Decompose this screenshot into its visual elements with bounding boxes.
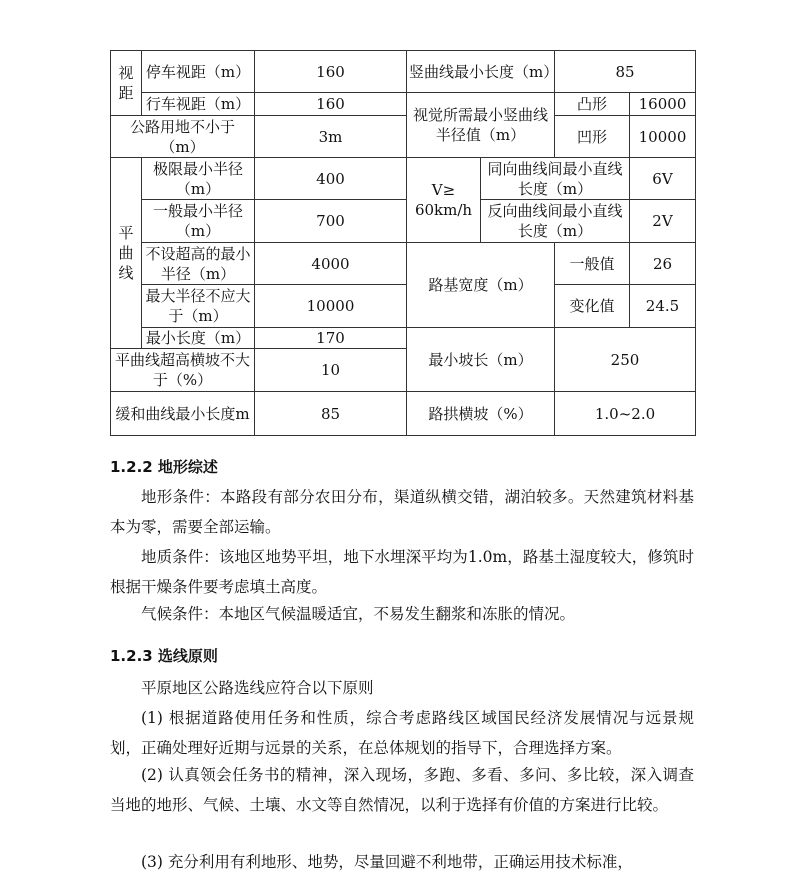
table-row	[111, 51, 696, 93]
table-cell: 10	[255, 349, 407, 392]
table-cell: 10000	[630, 116, 696, 158]
principle-item-3: (3) 充分利用有利地形、地势，尽量回避不利地带，正确运用技术标准，	[141, 853, 633, 871]
paragraph-geology-conditions: 地质条件：该地区地势平坦，地下水埋深平均为1.0m，路基土湿度较大，修筑时根据干燥条件要考虑填土高度。	[110, 548, 694, 596]
table-cell: 一般最小半径（m）	[142, 200, 255, 243]
table-cell: 4000	[255, 243, 407, 285]
table-cell: 400	[255, 158, 407, 200]
table-cell: V≥ 60km/h	[407, 158, 481, 243]
table-cell: 反向曲线间最小直线长度（m）	[481, 200, 630, 243]
table-cell: 最大半径不应大于（m）	[142, 285, 255, 328]
table-cell: 不设超高的最小半径（m）	[142, 243, 255, 285]
principle-item-2: (2) 认真领会任务书的精神，深入现场，多跑、多看、多问、多比较，深入调查当地的地形、气候、土壤、水文等自然情况，以利于选择有价值的方案进行比较。	[110, 766, 694, 814]
table-cell: 行车视距（m）	[142, 93, 255, 116]
table-row	[111, 116, 696, 158]
table-cell: 公路用地不小于（m）	[111, 116, 255, 158]
paragraph-climate-conditions: 气候条件：本地区气候温暖适宜，不易发生翻浆和冻胀的情况。	[141, 605, 576, 623]
table-cell: 6V	[630, 158, 696, 200]
table-cell: 缓和曲线最小长度m	[111, 392, 255, 436]
table-cell: 3m	[255, 116, 407, 158]
table-cell: 极限最小半径（m）	[142, 158, 255, 200]
table-cell: 同向曲线间最小直线长度（m）	[481, 158, 630, 200]
table-cell: 最小坡长（m）	[407, 328, 555, 392]
table-cell: 160	[255, 93, 407, 116]
group-label-sight-distance: 视距	[111, 51, 142, 116]
table-row	[111, 285, 696, 328]
highway-standards-table	[110, 50, 696, 436]
table-cell: 24.5	[630, 285, 696, 328]
table-cell: 10000	[255, 285, 407, 328]
table-cell: 700	[255, 200, 407, 243]
table-cell: 平曲线超高横坡不大于（%）	[111, 349, 255, 392]
table-cell: 2V	[630, 200, 696, 243]
table-cell: 170	[255, 328, 407, 349]
table-row	[111, 200, 696, 243]
table-cell: 竖曲线最小长度（m）	[407, 51, 555, 93]
table-row	[111, 158, 696, 200]
group-label-horizontal-curve: 平曲线	[111, 158, 142, 349]
table-row	[111, 93, 696, 116]
section-heading-terrain: 1.2.2 地形综述	[110, 458, 218, 476]
table-cell: 变化值	[555, 285, 630, 328]
table-row	[111, 392, 696, 436]
principle-item-1: (1) 根据道路使用任务和性质，综合考虑路线区域国民经济发展情况与远景规划，正确处理好近期与远景的关系，在总体规划的指导下，合理选择方案。	[110, 709, 694, 757]
section-heading-route-principles: 1.2.3 选线原则	[110, 647, 218, 665]
table-cell: 160	[255, 51, 407, 93]
table-cell: 路拱横坡（%）	[407, 392, 555, 436]
table-row	[111, 328, 696, 349]
table-cell: 路基宽度（m）	[407, 243, 555, 328]
table-cell: 26	[630, 243, 696, 285]
paragraph-terrain-conditions: 地形条件：本路段有部分农田分布，渠道纵横交错，湖泊较多。天然建筑材料基本为零，需要全部运输。	[110, 488, 694, 536]
table-cell: 凸形	[555, 93, 630, 116]
table-cell: 250	[555, 328, 696, 392]
table-cell: 停车视距（m）	[142, 51, 255, 93]
table-cell: 最小长度（m）	[142, 328, 255, 349]
table-cell: 85	[255, 392, 407, 436]
table-row	[111, 243, 696, 285]
table-cell: 1.0~2.0	[555, 392, 696, 436]
table-cell: 一般值	[555, 243, 630, 285]
table-cell: 凹形	[555, 116, 630, 158]
table-cell: 85	[555, 51, 696, 93]
table-cell: 16000	[630, 93, 696, 116]
paragraph-principles-intro: 平原地区公路选线应符合以下原则	[141, 679, 374, 697]
table-cell: 视觉所需最小竖曲线半径值（m）	[407, 93, 555, 158]
